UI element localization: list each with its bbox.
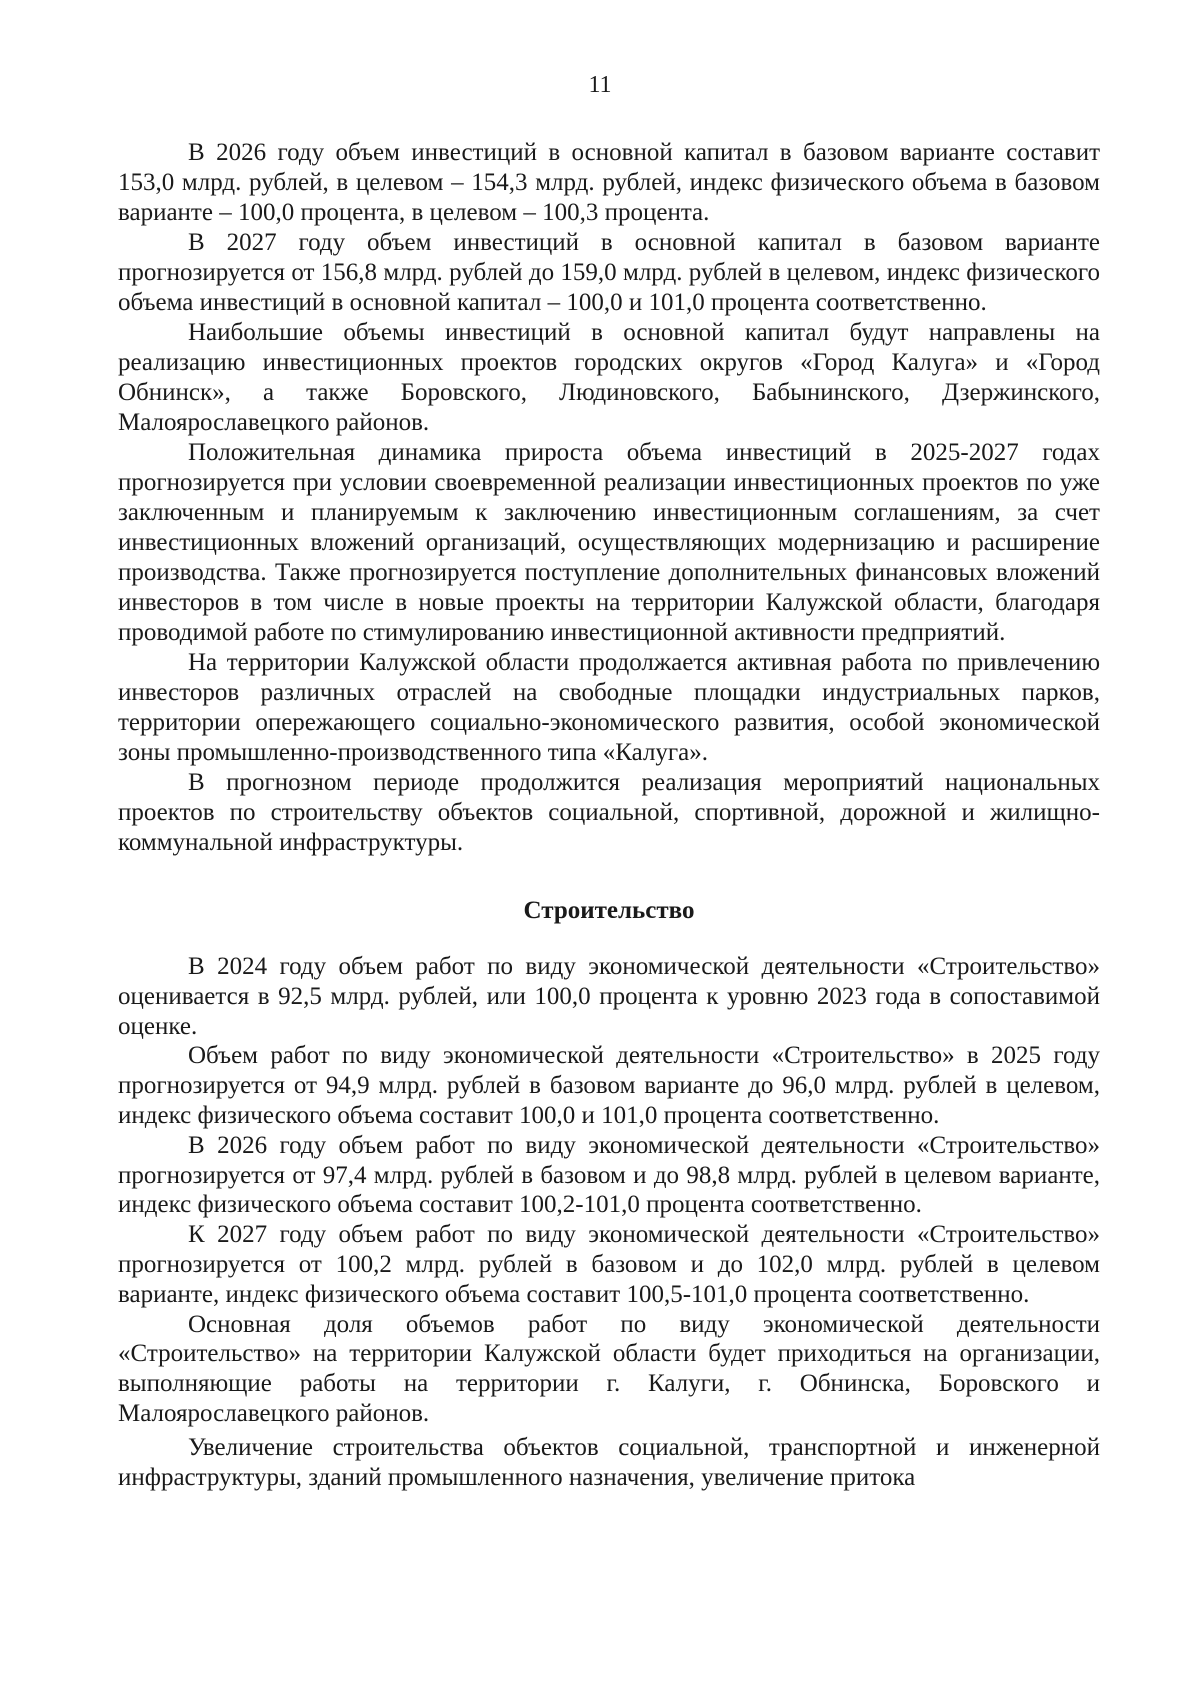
paragraph: Объем работ по виду экономической деятельности «Строительство» в 2025 году прогнозируется от 94,9 млрд. рублей в базовом варианте до 96,0 млрд. рублей в целевом, индекс физического объема составит 100,0 и 101,0 процента соответственно. [118,1042,1100,1129]
paragraph: На территории Калужской области продолжается активная работа по привлечению инвесторов различных отраслей на свободные площадки индустриальных парков, территории опережающего социально-экономического развития, особой экономической зоны промышленно-производственного типа «Калуга». [118,649,1100,766]
paragraph: Положительная динамика прироста объема инвестиций в 2025-2027 годах прогнозируется при условии своевременной реализации инвестиционных проектов по уже заключенным и планируемым к заключению инвестиционным соглашениям, за счет инвестиционных вложений организаций, осуществляющих модернизацию и расширение производства. Также прогнозируется поступление дополнительных финансовых вложений инвесторов в том числе в новые проекты на территории Калужской области, благодаря проводимой работе по стимулированию инвестиционной активности предприятий. [118,439,1100,646]
paragraph: В прогнозном периоде продолжится реализация мероприятий национальных проектов по строительству объектов социальной, спортивной, дорожной и жилищно-коммунальной инфраструктуры. [118,769,1100,856]
document-body [118,138,1100,1492]
paragraph: Наибольшие объемы инвестиций в основной капитал будут направлены на реализацию инвестиционных проектов городских округов «Город Калуга» и «Город Обнинск», а также Боровского, Людиновского, Бабынинского, Дзержинского, Малоярославецкого районов. [118,319,1100,436]
section-title: Строительство [523,897,695,924]
paragraph: В 2026 году объем инвестиций в основной капитал в базовом варианте составит 153,0 млрд. рублей, в целевом – 154,3 млрд. рублей, индекс физического объема в базовом варианте – 100,0 процента, в целевом – 100,3 процента. [118,139,1100,226]
paragraph: Основная доля объемов работ по виду экономической деятельности «Строительство» на территории Калужской области будет приходиться на организации, выполняющие работы на территории г. Калуги, г. Обнинска, Боровского и Малоярославецкого районов. [118,1310,1100,1427]
investment-section [118,138,1100,858]
paragraph: В 2024 году объем работ по виду экономической деятельности «Строительство» оценивается в 92,5 млрд. рублей, или 100,0 процента к уровню 2023 года в сопоставимой оценке. [118,953,1100,1040]
construction-section [118,952,1100,1492]
paragraph: В 2027 году объем инвестиций в основной капитал в базовом варианте прогнозируется от 156,8 млрд. рублей до 159,0 млрд. рублей в целевом, индекс физического объема инвестиций в основной капитал – 100,0 и 101,0 процента соответственно. [118,229,1100,316]
paragraph: Увеличение строительства объектов социальной, транспортной и инженерной инфраструктуры, зданий промышленного назначения, увеличение притока [118,1433,1100,1491]
paragraph: В 2026 году объем работ по виду экономической деятельности «Строительство» прогнозируется от 97,4 млрд. рублей в базовом и до 98,8 млрд. рублей в целевом варианте, индекс физического объема составит 100,2-101,0 процента соответственно. [118,1131,1100,1219]
paragraph: К 2027 году объем работ по виду экономической деятельности «Строительство» прогнозируется от 100,2 млрд. рублей в базовом и до 102,0 млрд. рублей в целевом варианте, индекс физического объема составит 100,5-101,0 процента соответственно. [118,1221,1100,1308]
page-number: 11 [588,72,612,98]
